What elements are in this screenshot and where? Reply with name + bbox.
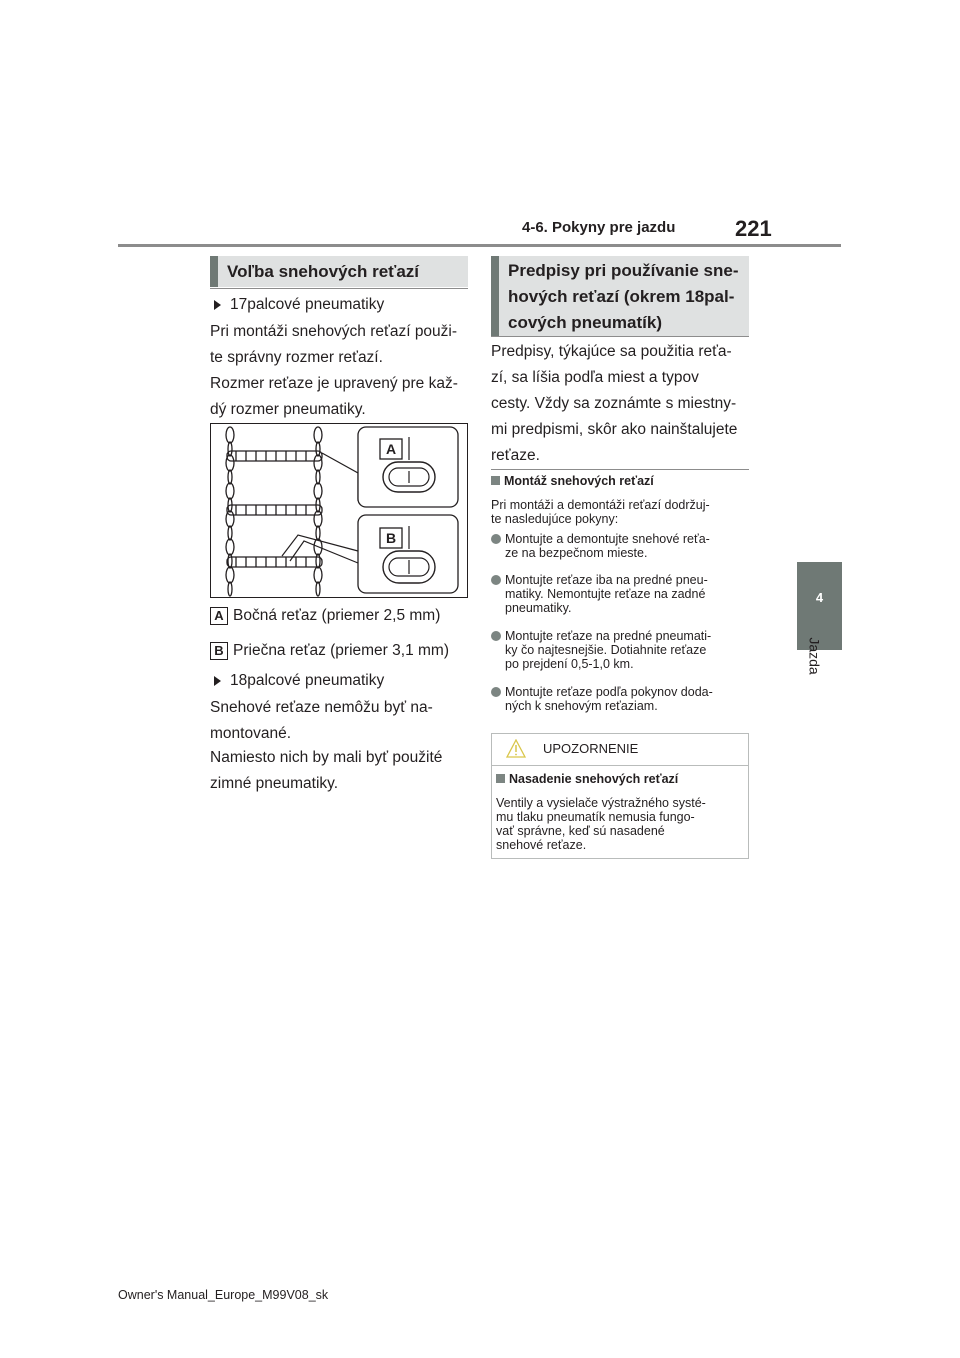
mounting-intro: Pri montáži a demontáži reťazí dodržuj- te nasledujúce pokyny: (491, 498, 710, 526)
bullet-item: Montujte reťaze iba na predné pneu- matiky. Nemontujte reťaze na zadné pneumatiky. (491, 573, 708, 615)
page-number: 221 (735, 216, 772, 241)
right-paragraph: Predpisy, týkajúce sa použitia reťa- zí, sa líšia podľa miest a typov cesty. Vždy sa zoznámte s miestny- mi predpismi, skôr ako nainštalujete reťaze. (491, 343, 738, 464)
legend-a-letter: A (210, 607, 228, 625)
left-heading-text: Voľba snehových reťazí (227, 262, 419, 281)
item-17-inch-title: 17palcové pneumatiky (230, 296, 385, 313)
chapter-label-container (800, 630, 840, 690)
round-bullet-icon (491, 575, 501, 585)
round-bullet-icon (491, 631, 501, 641)
item-18-inch-title: 18palcové pneumatiky (230, 672, 385, 689)
bullet-item: Montujte reťaze na predné pneumati- ky čo najtesnejšie. Dotiahnite reťaze po prejdení 0,5-1,0 km. (491, 629, 711, 671)
right-heading-rule (491, 336, 749, 337)
sub-section-rule (491, 469, 749, 470)
item-17-inch (214, 292, 384, 318)
chapter-label: Jazda (806, 637, 823, 675)
warning-header (492, 734, 748, 766)
left-paragraph-2: Snehové reťaze nemôžu byť na- montované. (210, 699, 433, 742)
legend-b-text: Priečna reťaz (priemer 3,1 mm) (233, 642, 449, 659)
right-section-heading: Predpisy pri používanie sne- hových reťazí (okrem 18pal- cových pneumatík) (491, 256, 749, 336)
callout-a-label: A (385, 441, 397, 457)
sub-heading-mounting: Montáž snehových reťazí (491, 474, 654, 488)
legend-b (210, 638, 449, 664)
warning-box (491, 733, 749, 859)
warning-triangle-icon (506, 739, 526, 758)
legend-b-letter: B (210, 642, 228, 660)
section-title: 4-6. Pokyny pre jazdu (522, 219, 676, 236)
item-18-inch (214, 668, 384, 694)
warning-text: Ventily a vysielače výstražného systé- mu tlaku pneumatík nemusia fungo- vať správne, keď sú nasadené snehové reťaze. (496, 796, 706, 852)
bullet-item: Montujte reťaze podľa pokynov doda- ných k snehovým reťaziam. (491, 685, 713, 713)
warning-title: UPOZORNENIE (543, 741, 639, 756)
legend-a-text: Bočná reťaz (priemer 2,5 mm) (233, 607, 441, 624)
warning-sub-heading: Nasadenie snehových reťazí (496, 772, 678, 786)
round-bullet-icon (491, 534, 501, 544)
header-divider (118, 244, 841, 247)
triangle-bullet-icon (214, 300, 221, 310)
footer-text: Owner's Manual_Europe_M99V08_sk (118, 1288, 329, 1302)
chapter-number: 4 (815, 590, 824, 605)
left-paragraph-3: Namiesto nich by mali byť použité zimné pneumatiky. (210, 749, 443, 792)
callout-b-label: B (385, 530, 397, 546)
round-bullet-icon (491, 687, 501, 697)
left-section-heading (210, 256, 468, 287)
bullet-item: Montujte a demontujte snehové reťa- ze na bezpečnom mieste. (491, 532, 710, 560)
square-bullet-icon (496, 774, 505, 783)
left-paragraph-1: Pri montáži snehových reťazí použi- te správny rozmer reťazí. Rozmer reťaze je upravený pre kaž- dý rozmer pneumatiky. (210, 323, 458, 418)
legend-a (210, 603, 440, 629)
triangle-bullet-icon (214, 676, 221, 686)
square-bullet-icon (491, 476, 500, 485)
left-heading-rule (210, 288, 468, 289)
snow-chain-illustration (210, 423, 468, 598)
